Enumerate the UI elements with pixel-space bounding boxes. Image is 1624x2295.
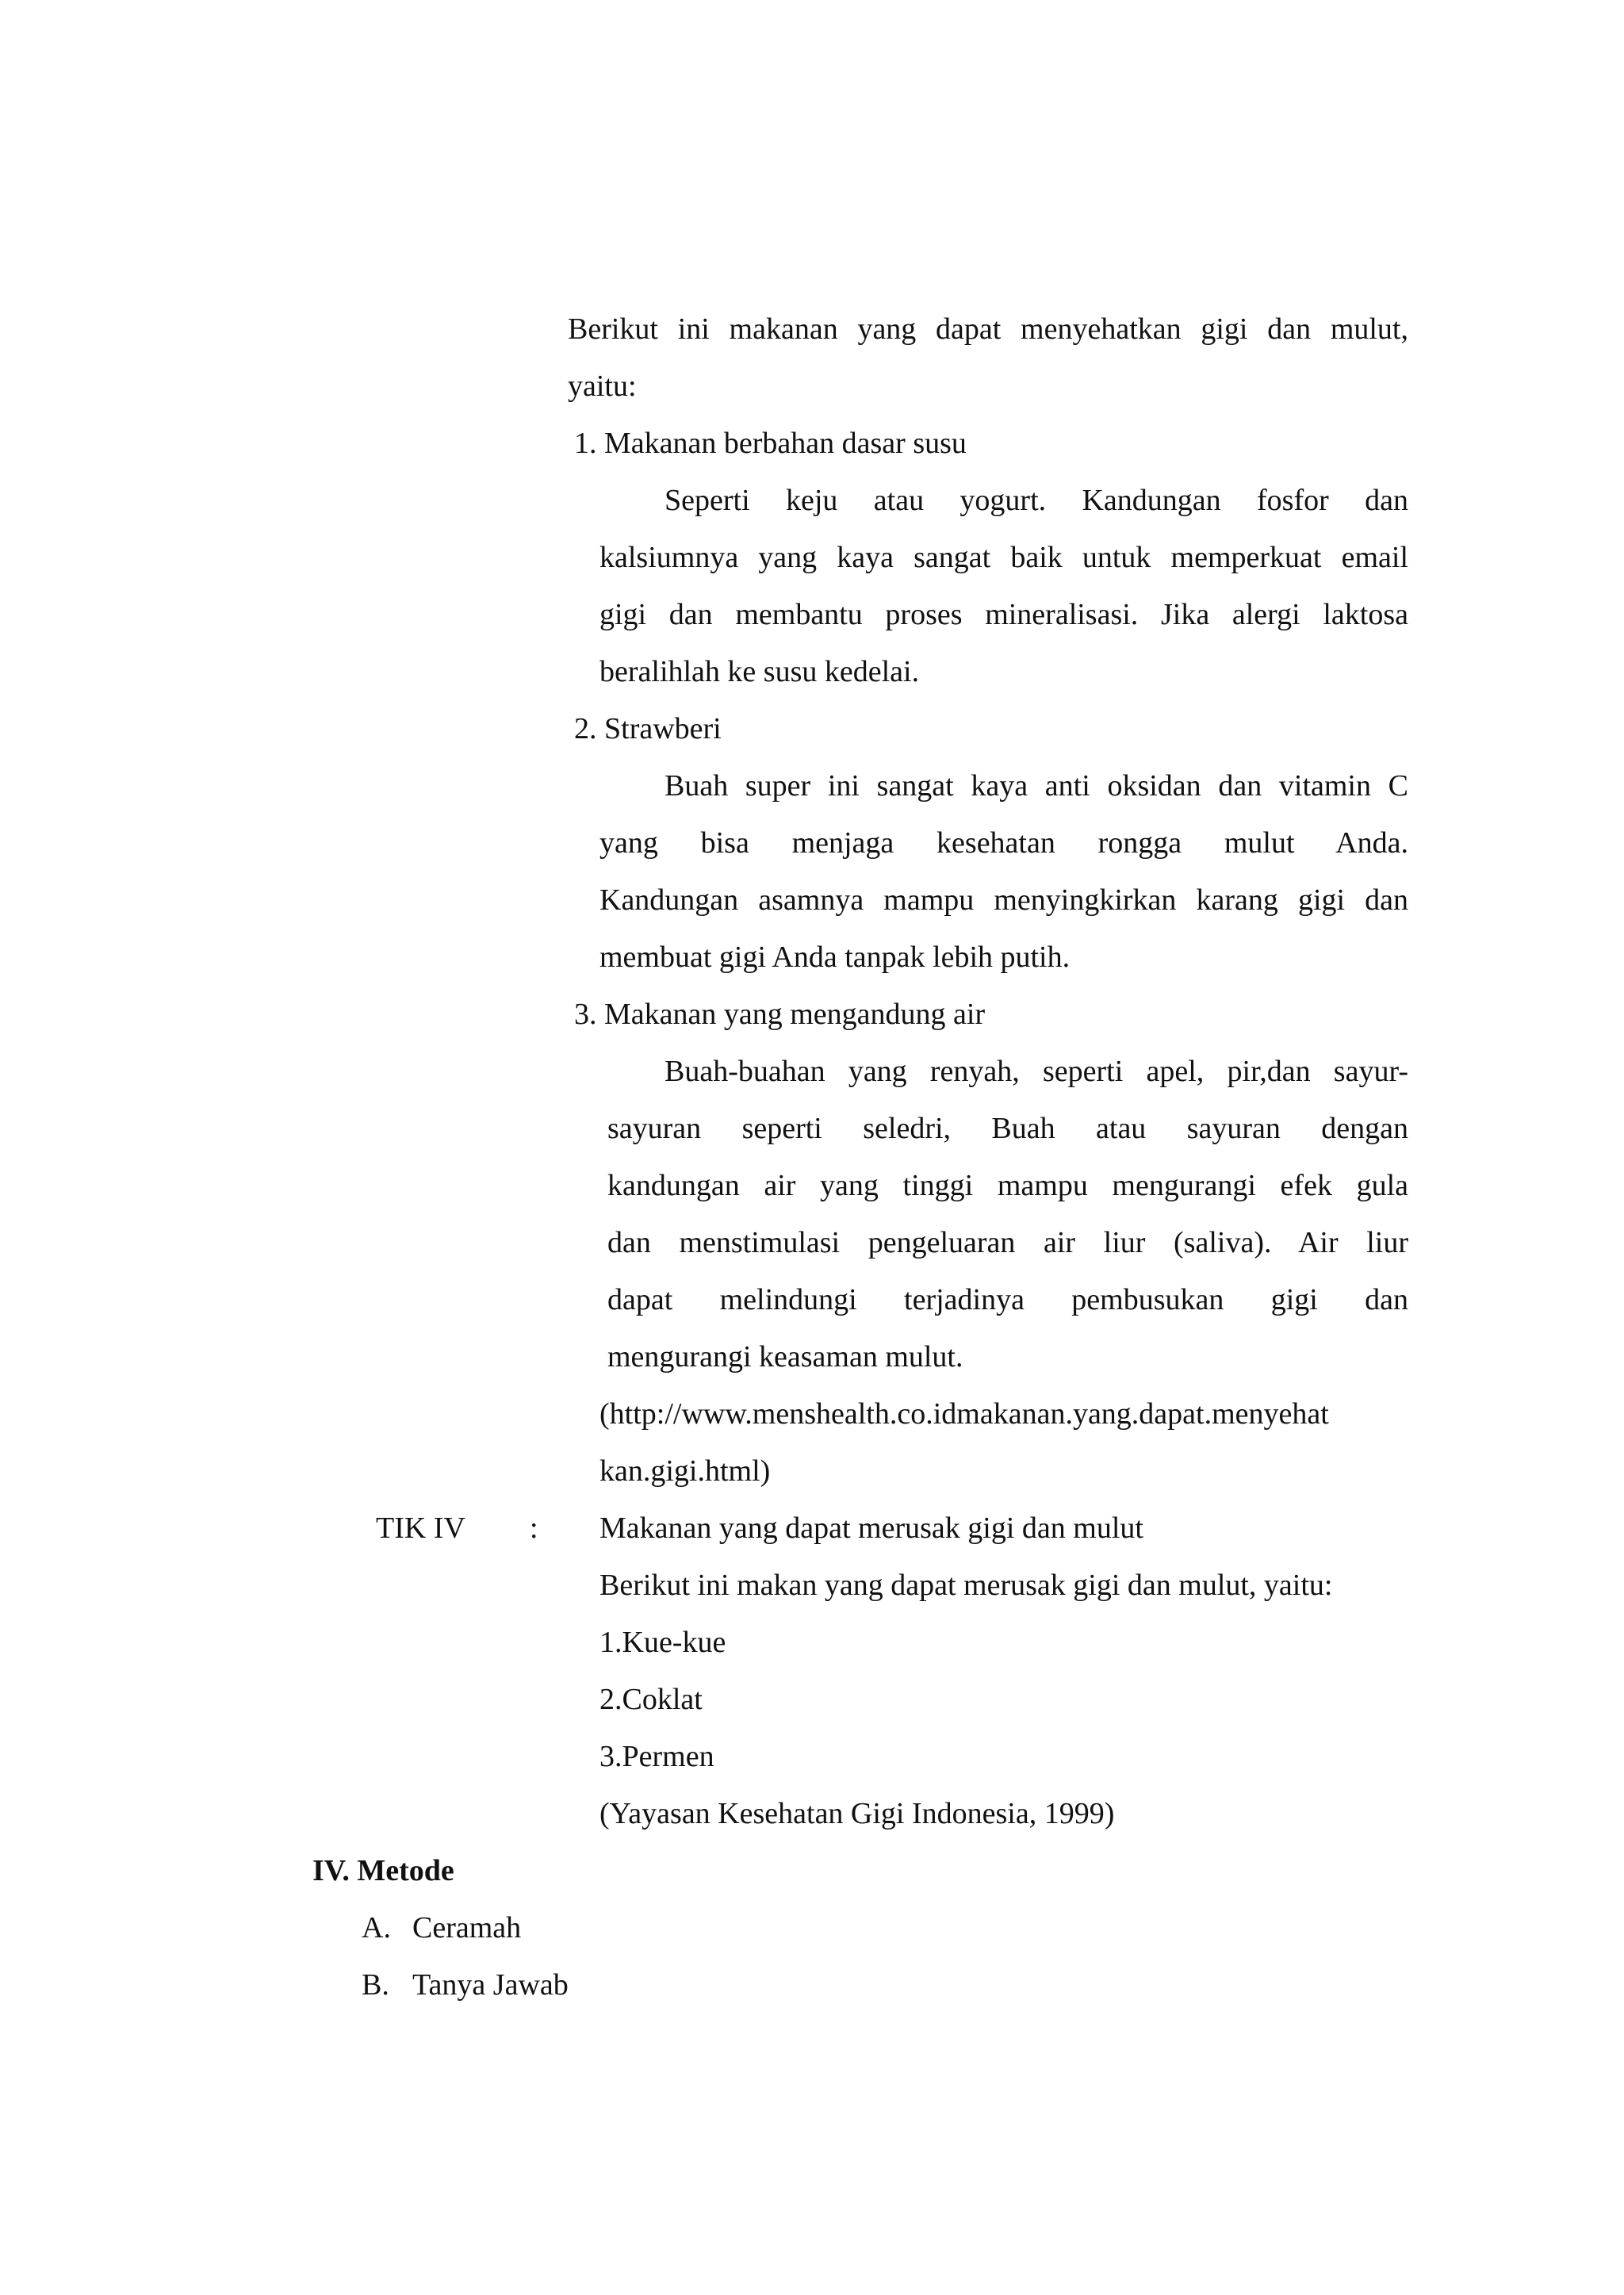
item-2-line-4: membuat gigi Anda tanpak lebih putih. bbox=[599, 941, 1071, 974]
tik-label: TIK IV bbox=[376, 1511, 465, 1545]
source-url-line-1: (http://www.menshealth.co.idmakanan.yang.dapat.menyehat bbox=[599, 1397, 1329, 1431]
metode-item-a-label: Ceramah bbox=[412, 1911, 522, 1944]
tik-title: Makanan yang dapat merusak gigi dan mulut bbox=[599, 1511, 1143, 1545]
intro-line-1: Berikut ini makanan yang dapat menyehatkan gigi dan mulut, bbox=[568, 312, 1408, 346]
item-3-line-4: dan menstimulasi pengeluaran air liur (saliva). Air liur bbox=[607, 1226, 1408, 1259]
metode-item-b-label: Tanya Jawab bbox=[412, 1968, 569, 2002]
item-1-line-3: gigi dan membantu proses mineralisasi. Jika alergi laktosa bbox=[599, 598, 1408, 631]
metode-item-b-letter: B. bbox=[362, 1968, 389, 2002]
intro-line-2: yaitu: bbox=[568, 370, 637, 403]
item-2-heading: 2. Strawberi bbox=[574, 712, 722, 745]
tik-source: (Yayasan Kesehatan Gigi Indonesia, 1999) bbox=[599, 1797, 1115, 1830]
item-3-line-1: Buah-buahan yang renyah, seperti apel, pir,dan sayur- bbox=[665, 1055, 1408, 1088]
item-2-line-2: yang bisa menjaga kesehatan rongga mulut Anda. bbox=[599, 826, 1408, 860]
tik-list-item-1: 1.Kue-kue bbox=[599, 1626, 726, 1659]
source-url-line-2: kan.gigi.html) bbox=[599, 1454, 771, 1488]
tik-list-item-2: 2.Coklat bbox=[599, 1683, 703, 1716]
item-1-line-4: beralihlah ke susu kedelai. bbox=[599, 655, 920, 688]
item-3-line-5: dapat melindungi terjadinya pembusukan gigi dan bbox=[607, 1283, 1408, 1316]
item-2-line-1: Buah super ini sangat kaya anti oksidan dan vitamin C bbox=[665, 769, 1408, 803]
item-2-line-3: Kandungan asamnya mampu menyingkirkan karang gigi dan bbox=[599, 883, 1408, 917]
item-3-heading: 3. Makanan yang mengandung air bbox=[574, 998, 986, 1031]
item-3-line-2: sayuran seperti seledri, Buah atau sayuran dengan bbox=[607, 1112, 1408, 1145]
metode-item-a-letter: A. bbox=[362, 1911, 391, 1944]
tik-colon: : bbox=[530, 1511, 538, 1545]
item-3-line-6: mengurangi keasaman mulut. bbox=[607, 1340, 963, 1374]
item-1-heading: 1. Makanan berbahan dasar susu bbox=[574, 427, 967, 460]
tik-intro: Berikut ini makan yang dapat merusak gigi dan mulut, yaitu: bbox=[599, 1569, 1333, 1602]
section-heading-metode: IV. Metode bbox=[312, 1854, 454, 1887]
item-3-line-3: kandungan air yang tinggi mampu mengurangi efek gula bbox=[607, 1169, 1408, 1202]
item-1-line-2: kalsiumnya yang kaya sangat baik untuk memperkuat email bbox=[599, 541, 1408, 574]
tik-list-item-3: 3.Permen bbox=[599, 1740, 714, 1773]
item-1-line-1: Seperti keju atau yogurt. Kandungan fosfor dan bbox=[665, 484, 1408, 517]
